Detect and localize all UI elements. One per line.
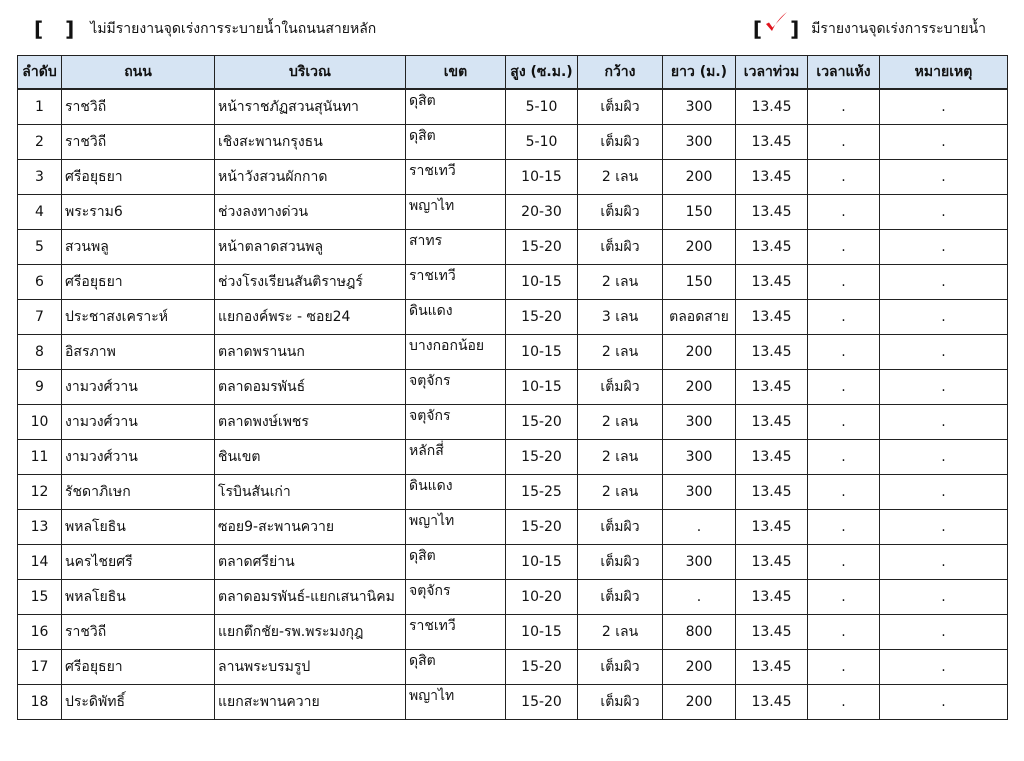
road-cell: พระราม6: [62, 195, 215, 230]
district-cell: ราชเทวี: [406, 265, 506, 300]
road-cell: พหลโยธิน: [62, 510, 215, 545]
table-row: [18, 615, 1008, 650]
width-cell: เต็มผิว: [578, 685, 663, 720]
area-cell: ตลาดอมรพันธ์-แยกเสนานิคม: [215, 580, 406, 615]
area-cell: โรบินสันเก่า: [215, 475, 406, 510]
remark-cell: .: [880, 650, 1008, 685]
table-body: [18, 89, 1008, 720]
height-cell: 15-20: [506, 685, 578, 720]
district-cell: ดุสิต: [406, 89, 506, 125]
height-cell: 10-15: [506, 160, 578, 195]
height-cell: 20-30: [506, 195, 578, 230]
height-cell: 15-20: [506, 510, 578, 545]
checkmark-icon: [763, 10, 789, 36]
area-cell: หน้าวังสวนผักกาด: [215, 160, 406, 195]
dry-time-cell: .: [808, 195, 880, 230]
dry-time-cell: .: [808, 89, 880, 125]
flood-time-cell: 13.45: [736, 265, 808, 300]
length-cell: 200: [663, 370, 736, 405]
district-cell: ราชเทวี: [406, 160, 506, 195]
table-row: [18, 370, 1008, 405]
road-cell: ประดิพัทธิ์: [62, 685, 215, 720]
table-row: [18, 160, 1008, 195]
width-cell: 2 เลน: [578, 615, 663, 650]
area-cell: หน้าราชภัฏสวนสุนันทา: [215, 89, 406, 125]
legend-right-open-bracket: [: [752, 17, 763, 41]
table-row: [18, 89, 1008, 125]
flood-time-cell: 13.45: [736, 300, 808, 335]
order-cell: 17: [18, 650, 62, 685]
width-cell: 2 เลน: [578, 265, 663, 300]
length-cell: 200: [663, 650, 736, 685]
table-row: [18, 440, 1008, 475]
flood-time-cell: 13.45: [736, 580, 808, 615]
height-cell: 15-20: [506, 440, 578, 475]
order-cell: 16: [18, 615, 62, 650]
road-cell: นครไชยศรี: [62, 545, 215, 580]
dry-time-cell: .: [808, 160, 880, 195]
length-cell: 300: [663, 405, 736, 440]
legend-right-text: มีรายงานจุดเร่งการระบายน้ำ: [811, 21, 986, 37]
legend-left-open-bracket: [: [34, 17, 44, 41]
remark-cell: .: [880, 545, 1008, 580]
width-cell: 2 เลน: [578, 335, 663, 370]
flood-time-cell: 13.45: [736, 650, 808, 685]
district-cell: ดุสิต: [406, 650, 506, 685]
area-cell: แยกตึกชัย-รพ.พระมงกุฎ: [215, 615, 406, 650]
area-cell: ลานพระบรมรูป: [215, 650, 406, 685]
table-row: [18, 125, 1008, 160]
dry-time-cell: .: [808, 300, 880, 335]
area-cell: ตลาดพงษ์เพชร: [215, 405, 406, 440]
width-cell: เต็มผิว: [578, 510, 663, 545]
road-cell: พหลโยธิน: [62, 580, 215, 615]
area-cell: ตลาดศรีย่าน: [215, 545, 406, 580]
district-cell: พญาไท: [406, 510, 506, 545]
order-cell: 2: [18, 125, 62, 160]
remark-cell: .: [880, 230, 1008, 265]
length-cell: 200: [663, 230, 736, 265]
table-row: [18, 195, 1008, 230]
order-cell: 15: [18, 580, 62, 615]
width-cell: เต็มผิว: [578, 230, 663, 265]
district-cell: หลักสี่: [406, 440, 506, 475]
width-cell: เต็มผิว: [578, 545, 663, 580]
flood-time-cell: 13.45: [736, 160, 808, 195]
road-cell: สวนพลู: [62, 230, 215, 265]
order-cell: 1: [18, 89, 62, 125]
dry-time-cell: .: [808, 335, 880, 370]
dry-time-cell: .: [808, 125, 880, 160]
remark-cell: .: [880, 510, 1008, 545]
area-cell: ตลาดอมรพันธ์: [215, 370, 406, 405]
flood-time-cell: 13.45: [736, 475, 808, 510]
table-header-row: [18, 56, 1008, 90]
table-row: [18, 475, 1008, 510]
length-cell: 800: [663, 615, 736, 650]
road-cell: งามวงศ์วาน: [62, 405, 215, 440]
flood-time-cell: 13.45: [736, 89, 808, 125]
flood-time-cell: 13.45: [736, 125, 808, 160]
legend-no-report: [34, 12, 376, 46]
district-cell: ดุสิต: [406, 545, 506, 580]
remark-cell: .: [880, 685, 1008, 720]
header-col-length: ยาว (ม.): [663, 56, 736, 90]
area-cell: ซอย9-สะพานควาย: [215, 510, 406, 545]
table-row: [18, 405, 1008, 440]
road-cell: งามวงศ์วาน: [62, 440, 215, 475]
road-cell: ราชวิถี: [62, 125, 215, 160]
dry-time-cell: .: [808, 615, 880, 650]
order-cell: 4: [18, 195, 62, 230]
width-cell: 2 เลน: [578, 440, 663, 475]
district-cell: ดินแดง: [406, 300, 506, 335]
height-cell: 15-20: [506, 230, 578, 265]
table-row: [18, 545, 1008, 580]
remark-cell: .: [880, 440, 1008, 475]
area-cell: แยกองค์พระ - ซอย24: [215, 300, 406, 335]
area-cell: แยกสะพานควาย: [215, 685, 406, 720]
flood-time-cell: 13.45: [736, 545, 808, 580]
road-cell: อิสรภาพ: [62, 335, 215, 370]
road-cell: ประชาสงเคราะห์: [62, 300, 215, 335]
height-cell: 10-15: [506, 335, 578, 370]
width-cell: เต็มผิว: [578, 125, 663, 160]
height-cell: 10-15: [506, 545, 578, 580]
header-col-order: ลำดับ: [18, 56, 62, 90]
district-cell: สาทร: [406, 230, 506, 265]
flood-time-cell: 13.45: [736, 510, 808, 545]
width-cell: 3 เลน: [578, 300, 663, 335]
legend-left-text: ไม่มีรายงานจุดเร่งการระบายน้ำในถนนสายหลัก: [90, 21, 377, 37]
length-cell: 200: [663, 160, 736, 195]
length-cell: .: [663, 580, 736, 615]
table-row: [18, 580, 1008, 615]
height-cell: 10-15: [506, 615, 578, 650]
height-cell: 5-10: [506, 89, 578, 125]
header-col-height: สูง (ซ.ม.): [506, 56, 578, 90]
table-row: [18, 300, 1008, 335]
remark-cell: .: [880, 89, 1008, 125]
remark-cell: .: [880, 335, 1008, 370]
order-cell: 11: [18, 440, 62, 475]
order-cell: 3: [18, 160, 62, 195]
area-cell: ชินเขต: [215, 440, 406, 475]
width-cell: เต็มผิว: [578, 89, 663, 125]
header-col-dry-time: เวลาแห้ง: [808, 56, 880, 90]
road-cell: ราชวิถี: [62, 89, 215, 125]
order-cell: 13: [18, 510, 62, 545]
order-cell: 8: [18, 335, 62, 370]
remark-cell: .: [880, 125, 1008, 160]
district-cell: จตุจักร: [406, 405, 506, 440]
header-col-area: บริเวณ: [215, 56, 406, 90]
legend-left-close-bracket: ]: [65, 17, 75, 41]
flood-time-cell: 13.45: [736, 440, 808, 475]
table-row: [18, 335, 1008, 370]
remark-cell: .: [880, 300, 1008, 335]
length-cell: 300: [663, 475, 736, 510]
table-row: [18, 265, 1008, 300]
remark-cell: .: [880, 265, 1008, 300]
dry-time-cell: .: [808, 510, 880, 545]
dry-time-cell: .: [808, 685, 880, 720]
length-cell: .: [663, 510, 736, 545]
area-cell: หน้าตลาดสวนพลู: [215, 230, 406, 265]
order-cell: 18: [18, 685, 62, 720]
height-cell: 5-10: [506, 125, 578, 160]
remark-cell: .: [880, 615, 1008, 650]
dry-time-cell: .: [808, 230, 880, 265]
district-cell: จตุจักร: [406, 580, 506, 615]
order-cell: 7: [18, 300, 62, 335]
length-cell: ตลอดสาย: [663, 300, 736, 335]
remark-cell: .: [880, 195, 1008, 230]
road-cell: ราชวิถี: [62, 615, 215, 650]
district-cell: บางกอกน้อย: [406, 335, 506, 370]
width-cell: 2 เลน: [578, 160, 663, 195]
district-cell: พญาไท: [406, 685, 506, 720]
order-cell: 9: [18, 370, 62, 405]
road-cell: ศรีอยุธยา: [62, 265, 215, 300]
dry-time-cell: .: [808, 265, 880, 300]
length-cell: 200: [663, 685, 736, 720]
district-cell: จตุจักร: [406, 370, 506, 405]
width-cell: 2 เลน: [578, 405, 663, 440]
district-cell: ดินแดง: [406, 475, 506, 510]
area-cell: ช่วงลงทางด่วน: [215, 195, 406, 230]
flood-time-cell: 13.45: [736, 370, 808, 405]
header-col-district: เขต: [406, 56, 506, 90]
height-cell: 15-20: [506, 300, 578, 335]
table-row: [18, 685, 1008, 720]
remark-cell: .: [880, 160, 1008, 195]
height-cell: 15-25: [506, 475, 578, 510]
header-col-remark: หมายเหตุ: [880, 56, 1008, 90]
width-cell: เต็มผิว: [578, 580, 663, 615]
order-cell: 5: [18, 230, 62, 265]
height-cell: 15-20: [506, 405, 578, 440]
legend-right-close-bracket: ]: [790, 17, 800, 41]
remark-cell: .: [880, 370, 1008, 405]
height-cell: 10-15: [506, 265, 578, 300]
height-cell: 15-20: [506, 650, 578, 685]
length-cell: 300: [663, 545, 736, 580]
length-cell: 300: [663, 89, 736, 125]
flood-time-cell: 13.45: [736, 405, 808, 440]
table-row: [18, 230, 1008, 265]
road-cell: ศรีอยุธยา: [62, 650, 215, 685]
dry-time-cell: .: [808, 475, 880, 510]
area-cell: เชิงสะพานกรุงธน: [215, 125, 406, 160]
header-col-road: ถนน: [62, 56, 215, 90]
remark-cell: .: [880, 580, 1008, 615]
district-cell: พญาไท: [406, 195, 506, 230]
order-cell: 12: [18, 475, 62, 510]
road-cell: งามวงศ์วาน: [62, 370, 215, 405]
length-cell: 150: [663, 265, 736, 300]
order-cell: 6: [18, 265, 62, 300]
district-cell: ราชเทวี: [406, 615, 506, 650]
header-col-flood-time: เวลาท่วม: [736, 56, 808, 90]
length-cell: 200: [663, 335, 736, 370]
dry-time-cell: .: [808, 440, 880, 475]
height-cell: 10-20: [506, 580, 578, 615]
table-row: [18, 650, 1008, 685]
order-cell: 14: [18, 545, 62, 580]
width-cell: เต็มผิว: [578, 195, 663, 230]
length-cell: 150: [663, 195, 736, 230]
width-cell: เต็มผิว: [578, 370, 663, 405]
flood-time-cell: 13.45: [736, 195, 808, 230]
table-row: [18, 510, 1008, 545]
district-cell: ดุสิต: [406, 125, 506, 160]
flood-time-cell: 13.45: [736, 335, 808, 370]
area-cell: ตลาดพรานนก: [215, 335, 406, 370]
remark-cell: .: [880, 475, 1008, 510]
length-cell: 300: [663, 125, 736, 160]
area-cell: ช่วงโรงเรียนสันติราษฎร์: [215, 265, 406, 300]
remark-cell: .: [880, 405, 1008, 440]
flood-time-cell: 13.45: [736, 230, 808, 265]
width-cell: 2 เลน: [578, 475, 663, 510]
dry-time-cell: .: [808, 370, 880, 405]
road-cell: ศรีอยุธยา: [62, 160, 215, 195]
order-cell: 10: [18, 405, 62, 440]
dry-time-cell: .: [808, 650, 880, 685]
dry-time-cell: .: [808, 580, 880, 615]
legend-has-report: [753, 12, 986, 46]
flood-time-cell: 13.45: [736, 685, 808, 720]
length-cell: 300: [663, 440, 736, 475]
width-cell: เต็มผิว: [578, 650, 663, 685]
drainage-report-table: [17, 55, 1008, 720]
dry-time-cell: .: [808, 545, 880, 580]
height-cell: 10-15: [506, 370, 578, 405]
flood-time-cell: 13.45: [736, 615, 808, 650]
road-cell: รัชดาภิเษก: [62, 475, 215, 510]
header-col-width: กว้าง: [578, 56, 663, 90]
dry-time-cell: .: [808, 405, 880, 440]
